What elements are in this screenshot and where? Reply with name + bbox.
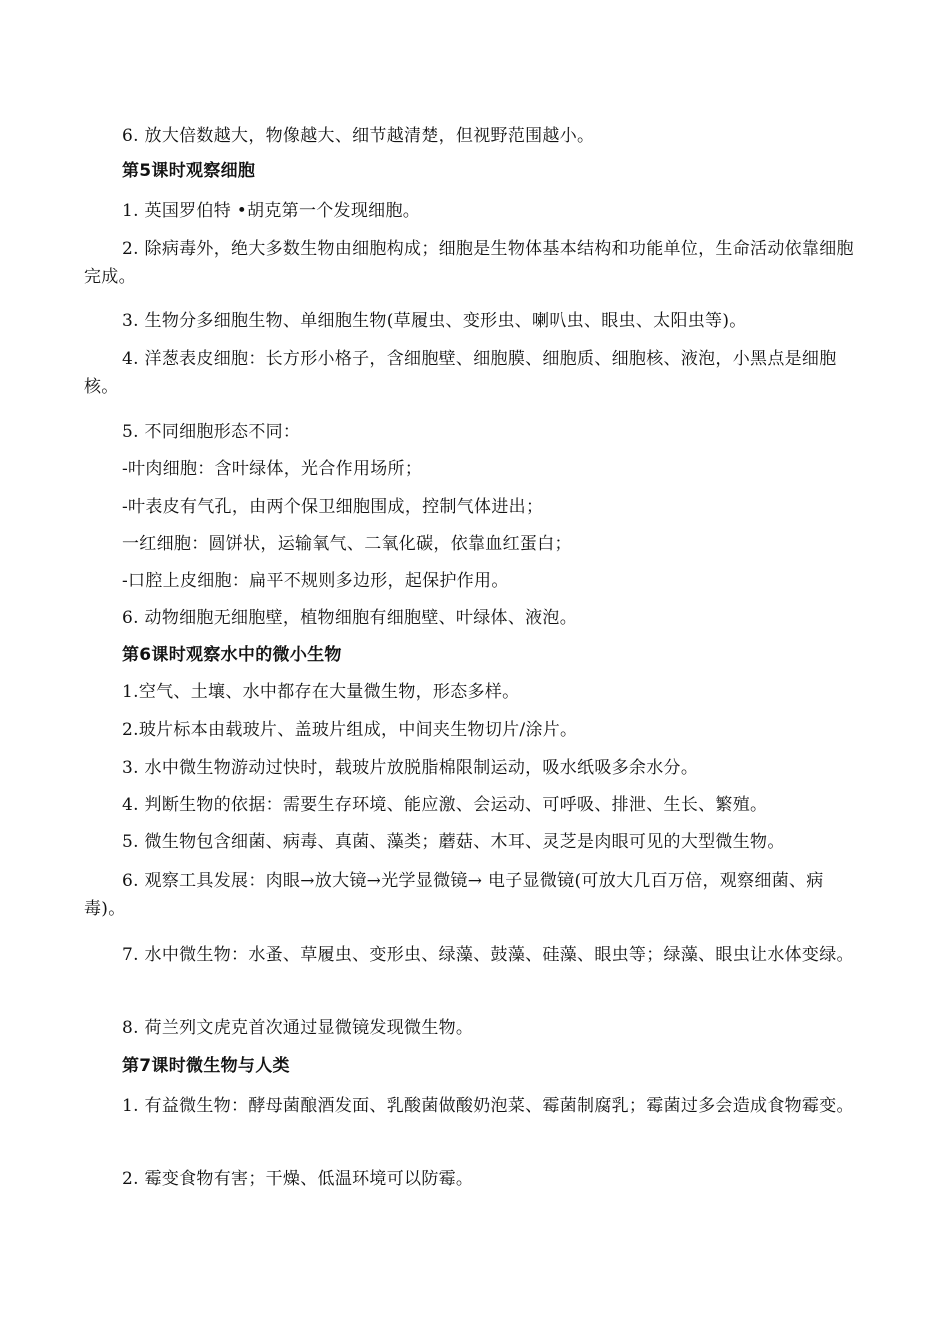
lesson7-heading: 第7课时微生物与人类 [122,1056,290,1076]
lesson5-item-1: 1. 英国罗伯特 •胡克第一个发现细胞。 [122,201,421,221]
lesson6-item-5: 5. 微生物包含细菌、病毒、真菌、藻类；蘑菇、木耳、灵芝是肉眼可见的大型微生物。 [122,832,785,852]
lesson5-subitem-oral-epithelium: -口腔上皮细胞：扁平不规则多边形，起保护作用。 [122,571,509,591]
lesson5-subitem-epidermis: -叶表皮有气孔，由两个保卫细胞围成，控制气体进出； [122,497,544,517]
lesson6-item-1: 1.空气、土壤、水中都存在大量微生物，形态多样。 [122,682,520,702]
lesson5-subitem-red-blood-cell: 一红细胞：圆饼状，运输氧气、二氧化碳，依靠血红蛋白； [122,534,572,554]
lesson5-subitem-mesophyll: -叶肉细胞：含叶绿体，光合作用场所； [122,459,423,479]
lesson6-item-4: 4. 判断生物的依据：需要生存环境、能应激、会运动、可呼吸、排泄、生长、繁殖。 [122,795,768,815]
lesson6-heading: 第6课时观察水中的微小生物 [122,645,342,665]
lesson5-item-2: 2. 除病毒外，绝大多数生物由细胞构成；细胞是生物体基本结构和功能单位，生命活动依靠细胞完成。 [84,239,854,287]
lesson4-item-6: 6. 放大倍数越大，物像越大、细节越清楚，但视野范围越小。 [122,126,595,146]
lesson5-item-3: 3. 生物分多细胞生物、单细胞生物(草履虫、变形虫、喇叭虫、眼虫、太阳虫等)。 [122,311,747,331]
lesson6-item-8: 8. 荷兰列文虎克首次通过显微镜发现微生物。 [122,1018,474,1038]
lesson5-item-4: 4. 洋葱表皮细胞：长方形小格子，含细胞壁、细胞膜、细胞质、细胞核、液泡，小黑点是细胞核。 [84,349,837,397]
lesson6-item-2: 2.玻片标本由载玻片、盖玻片组成，中间夹生物切片/涂片。 [122,720,578,740]
lesson6-item-6: 6. 观察工具发展：肉眼→放大镜→光学显微镜→ 电子显微镜(可放大几百万倍，观察细菌、病毒)。 [84,871,824,919]
lesson7-item-2: 2. 霉变食物有害；干燥、低温环境可以防霉。 [122,1169,474,1189]
lesson5-heading: 第5课时观察细胞 [122,161,256,181]
lesson5-item-5: 5. 不同细胞形态不同： [122,422,301,442]
lesson5-item-6: 6. 动物细胞无细胞壁，植物细胞有细胞壁、叶绿体、液泡。 [122,608,578,628]
lesson7-item-1: 1. 有益微生物：酵母菌酿酒发面、乳酸菌做酸奶泡菜、霉菌制腐乳；霉菌过多会造成食物霉变。 [122,1096,854,1116]
lesson6-item-3: 3. 水中微生物游动过快时，载玻片放脱脂棉限制运动，吸水纸吸多余水分。 [122,758,699,778]
lesson6-item-7: 7. 水中微生物：水蚤、草履虫、变形虫、绿藻、鼓藻、硅藻、眼虫等；绿藻、眼虫让水体变绿。 [122,945,854,965]
